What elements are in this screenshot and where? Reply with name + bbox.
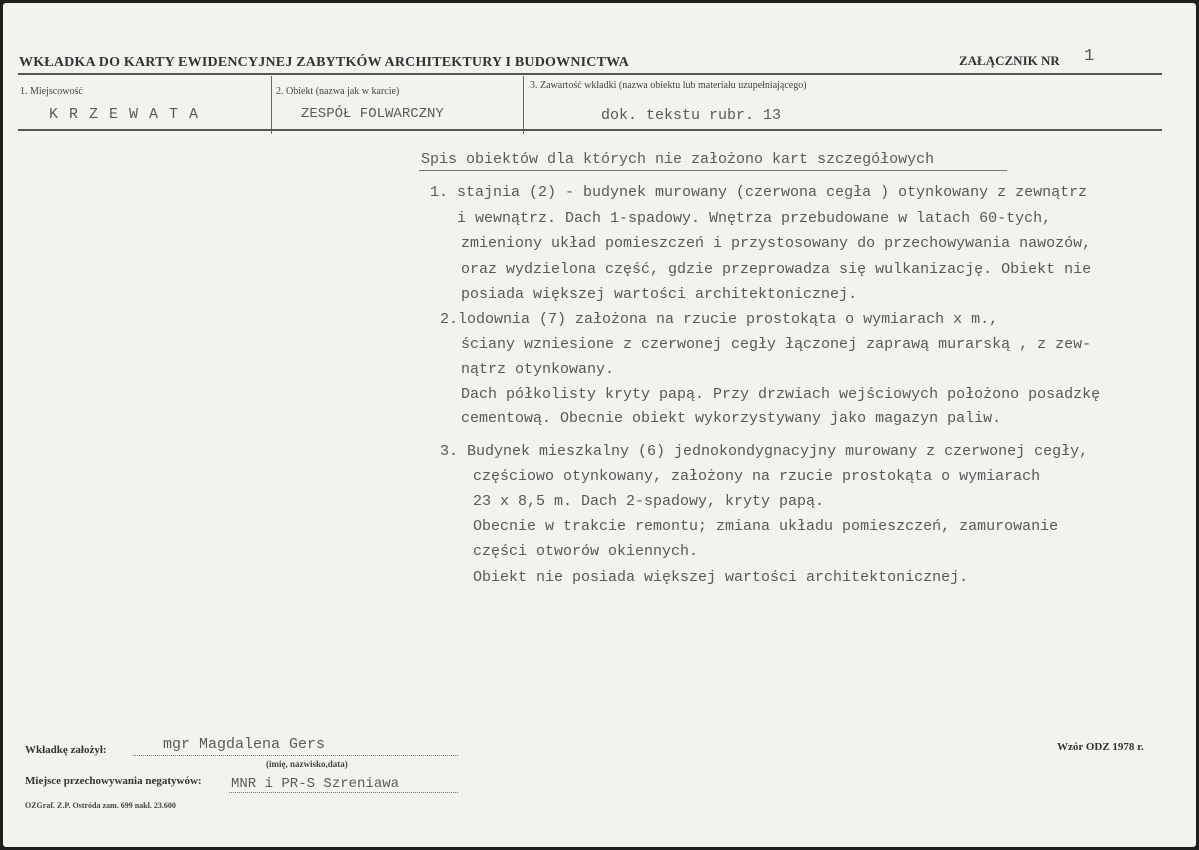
text-line: posiada większej wartości architektonicznej. [461,286,858,303]
fields-rule [18,129,1162,131]
storage-dotted-line [229,792,458,793]
storage-value: MNR i PR-S Szreniawa [231,776,400,792]
text-line: części otworów okiennych. [473,543,699,560]
text-line: nątrz otynkowany. [461,361,615,378]
list-title-underline [419,170,1007,171]
text-line: Obecnie w trakcie remontu; zmiana układu pomieszczeń, zamurowanie [473,518,1059,535]
attachment-number: 1 [1084,47,1095,66]
text-line: 2.lodownia (7) założona na rzucie prostokąta o wymiarach x m., [440,311,999,328]
field-divider [523,76,524,134]
template-version: Wzór ODZ 1978 r. [1057,741,1144,753]
author-value: mgr Magdalena Gers [163,736,326,753]
text-line: 23 x 8,5 m. Dach 2-spadowy, kryty papą. [473,493,825,510]
text-line: 3. Budynek mieszkalny (6) jednokondygnacyjny murowany z czerwonej cegły, [440,443,1089,460]
text-line: Dach półkolisty kryty papą. Przy drzwiach wejściowych położono posadzkę [461,386,1101,403]
attachment-label: ZAŁĄCZNIK NR [959,53,1060,68]
text-line: oraz wydzielona część, gdzie przeprowadza się wulkanizację. Obiekt nie [461,261,1092,278]
field-label-contents: 3. Zawartość wkładki (nazwa obiektu lub materiału uzupełniającego) [530,80,807,91]
text-line: cementową. Obecnie obiekt wykorzystywany jako magazyn paliw. [461,410,1002,427]
author-label: Wkładkę założył: [25,744,107,756]
field-value-locality: K R Z E W A T A [49,106,200,123]
text-line: ściany wzniesione z czerwonej cegły łączonej zaprawą murarską , z zew- [461,336,1092,353]
author-hint: (imię, nazwisko,data) [266,759,348,769]
field-value-contents: dok. tekstu rubr. 13 [601,107,782,124]
field-divider [271,76,272,134]
text-line: Obiekt nie posiada większej wartości architektonicznej. [473,569,969,586]
text-line: i wewnątrz. Dach 1-spadowy. Wnętrza przebudowane w latach 60-tych, [457,210,1052,227]
record-card [3,3,1196,847]
author-dotted-line [133,755,458,756]
field-label-object: 2. Obiekt (nazwa jak w karcie) [276,86,400,97]
printer-info: OZGraf. Z.P. Ostróda zam. 699 nakl. 23.600 [25,801,176,810]
field-label-locality: 1. Miejscowość [20,86,83,97]
text-line: częściowo otynkowany, założony na rzucie prostokąta o wymiarach [473,468,1041,485]
text-line: 1. stajnia (2) - budynek murowany (czerwona cegła ) otynkowany z zewnątrz [430,184,1088,201]
list-title: Spis obiektów dla których nie założono kart szczegółowych [421,151,935,168]
form-title: WKŁADKA DO KARTY EWIDENCYJNEJ ZABYTKÓW ARCHITEKTURY I BUDOWNICTWA [19,55,630,70]
storage-label: Miejsce przechowywania negatywów: [25,775,202,787]
header-rule [18,73,1162,75]
text-line: zmieniony układ pomieszczeń i przystosowany do przechowywania nawozów, [461,235,1092,252]
field-value-object: ZESPÓŁ FOLWARCZNY [301,106,444,122]
